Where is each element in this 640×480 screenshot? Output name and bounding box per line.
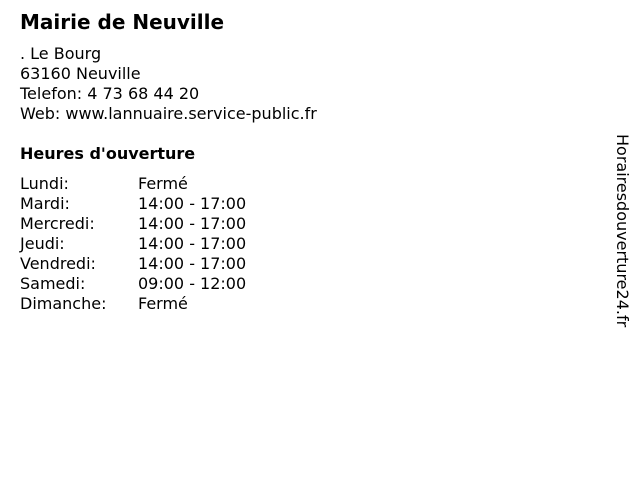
city-line: 63160 Neuville [20, 64, 141, 83]
time-value: 14:00 - 17:00 [138, 234, 247, 253]
hours-row-tuesday [20, 194, 580, 214]
day-label: Jeudi: [20, 234, 65, 253]
time-value: Fermé [138, 294, 188, 313]
opening-hours-heading: Heures d'ouverture [20, 144, 196, 163]
day-label: Mardi: [20, 194, 70, 213]
hours-row-friday [20, 254, 580, 274]
day-label: Dimanche: [20, 294, 107, 313]
time-value: 14:00 - 17:00 [138, 194, 247, 213]
street-line: . Le Bourg [20, 44, 102, 63]
page-title: Mairie de Neuville [20, 10, 225, 34]
day-label: Vendredi: [20, 254, 96, 273]
time-value: Fermé [138, 174, 188, 193]
web-line: Web: www.lannuaire.service-public.fr [20, 104, 317, 123]
phone-line: Telefon: 4 73 68 44 20 [20, 84, 200, 103]
hours-row-sunday [20, 294, 580, 314]
time-value: 09:00 - 12:00 [138, 274, 247, 293]
opening-hours-table [20, 174, 580, 314]
hours-row-thursday [20, 234, 580, 254]
hours-row-monday [20, 174, 580, 194]
day-label: Lundi: [20, 174, 69, 193]
day-label: Samedi: [20, 274, 86, 293]
time-value: 14:00 - 17:00 [138, 254, 247, 273]
address-block [20, 44, 580, 124]
hours-row-wednesday [20, 214, 580, 234]
business-card [20, 10, 580, 314]
hours-row-saturday [20, 274, 580, 294]
site-watermark: Horairesdouverture24.fr [613, 134, 632, 328]
day-label: Mercredi: [20, 214, 95, 233]
time-value: 14:00 - 17:00 [138, 214, 247, 233]
